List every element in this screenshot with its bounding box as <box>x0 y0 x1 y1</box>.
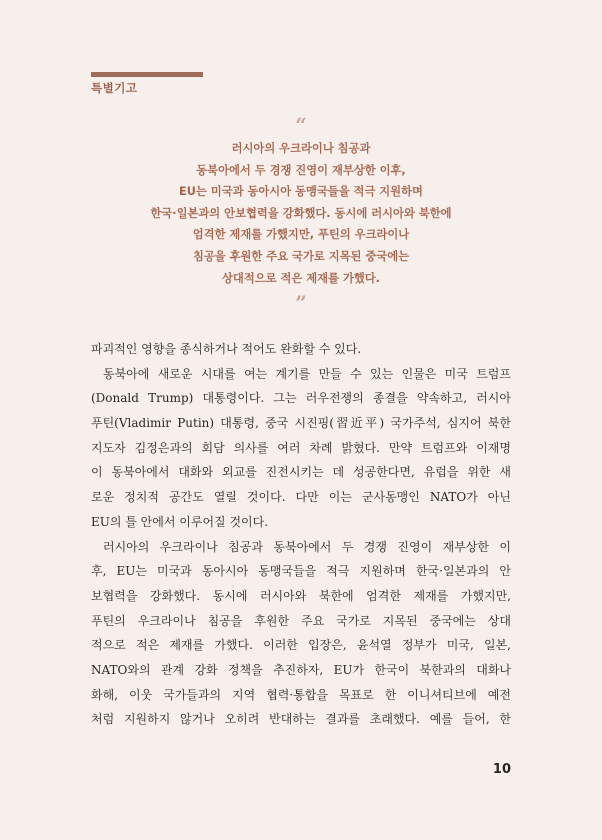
body-line: 파괴적인 영향을 종식하거나 적어도 완화할 수 있다. <box>91 342 362 356</box>
body-line: 지도자 김정은과의 회담 의사를 여러 차례 밝혔다. 만약 트럼프와 이재명 <box>91 440 511 455</box>
body-line: 푸틴의 우크라이나 침공을 후원한 주요 국가로 지목된 중국에는 상대 <box>91 613 511 628</box>
pull-quote-line: 상대적으로 적은 제재를 가했다. <box>222 271 380 285</box>
body-line: 푸틴(Vladimir Putin) 대통령, 중국 시진핑(習近平) 국가주석, 심지어 북한 <box>91 416 511 431</box>
body-line: 러시아의 우크라이나 침공과 동북아에서 두 경쟁 진영이 재부상한 이 <box>103 539 511 554</box>
close-quote-icon: ” <box>295 291 307 316</box>
body-line: 적으로 적은 제재를 가했다. 이러한 입장은, 윤석열 정부가 미국, 일본, <box>91 638 511 653</box>
page-number: 10 <box>492 762 511 777</box>
pull-quote <box>91 113 511 316</box>
section-header-bar <box>91 72 203 77</box>
section-label: 특별기고 <box>91 81 138 95</box>
body-line: 보협력을 강화했다. 동시에 러시아와 북한에 엄격한 제재를 가했지만, <box>91 588 511 603</box>
article-body <box>91 337 511 732</box>
pull-quote-line: 동북아에서 두 경쟁 진영이 재부상한 이후, <box>196 163 406 177</box>
body-line: NATO와의 관계 강화 정책을 추진하자, EU가 한국이 북한과의 대화나 <box>91 662 511 677</box>
open-quote-icon: “ <box>295 113 307 137</box>
pull-quote-line: 침공을 후원한 주요 국가로 지목된 중국에는 <box>192 249 410 263</box>
body-line: EU의 틀 안에서 이루어질 것이다. <box>91 514 269 529</box>
pull-quote-line: 러시아의 우크라이나 침공과 <box>231 142 371 155</box>
body-line: 화해, 이웃 국가들과의 지역 협력·통합을 목표로 한 이니셔티브에 예전 <box>91 687 511 702</box>
pull-quote-line: EU는 미국과 동아시아 동맹국들을 적극 지원하며 <box>179 185 423 199</box>
body-line: 동북아에 새로운 시대를 여는 계기를 만들 수 있는 인물은 미국 트럼프 <box>103 366 511 381</box>
body-line: 로운 정치적 공간도 열릴 것이다. 다만 이는 군사동맹인 NATO가 아닌 <box>91 490 511 505</box>
body-line: (Donald Trump) 대통령이다. 그는 러우전쟁의 종결을 약속하고, 러시아 <box>91 391 511 406</box>
body-line: 이 동북아에서 대화와 외교를 진전시키는 데 성공한다면, 유럽을 위한 새 <box>91 465 511 480</box>
body-line: 후, EU는 미국과 동아시아 동맹국들을 적극 지원하며 한국·일본과의 안 <box>91 564 511 579</box>
pull-quote-line: 엄격한 제재를 가했지만, 푸틴의 우크라이나 <box>192 228 410 242</box>
pull-quote-line: 한국·일본과의 안보협력을 강화했다. 동시에 러시아와 북한에 <box>150 206 452 220</box>
body-line: 처럼 지원하지 않거나 오히려 반대하는 결과를 초래했다. 예를 들어, 한 <box>91 712 511 727</box>
